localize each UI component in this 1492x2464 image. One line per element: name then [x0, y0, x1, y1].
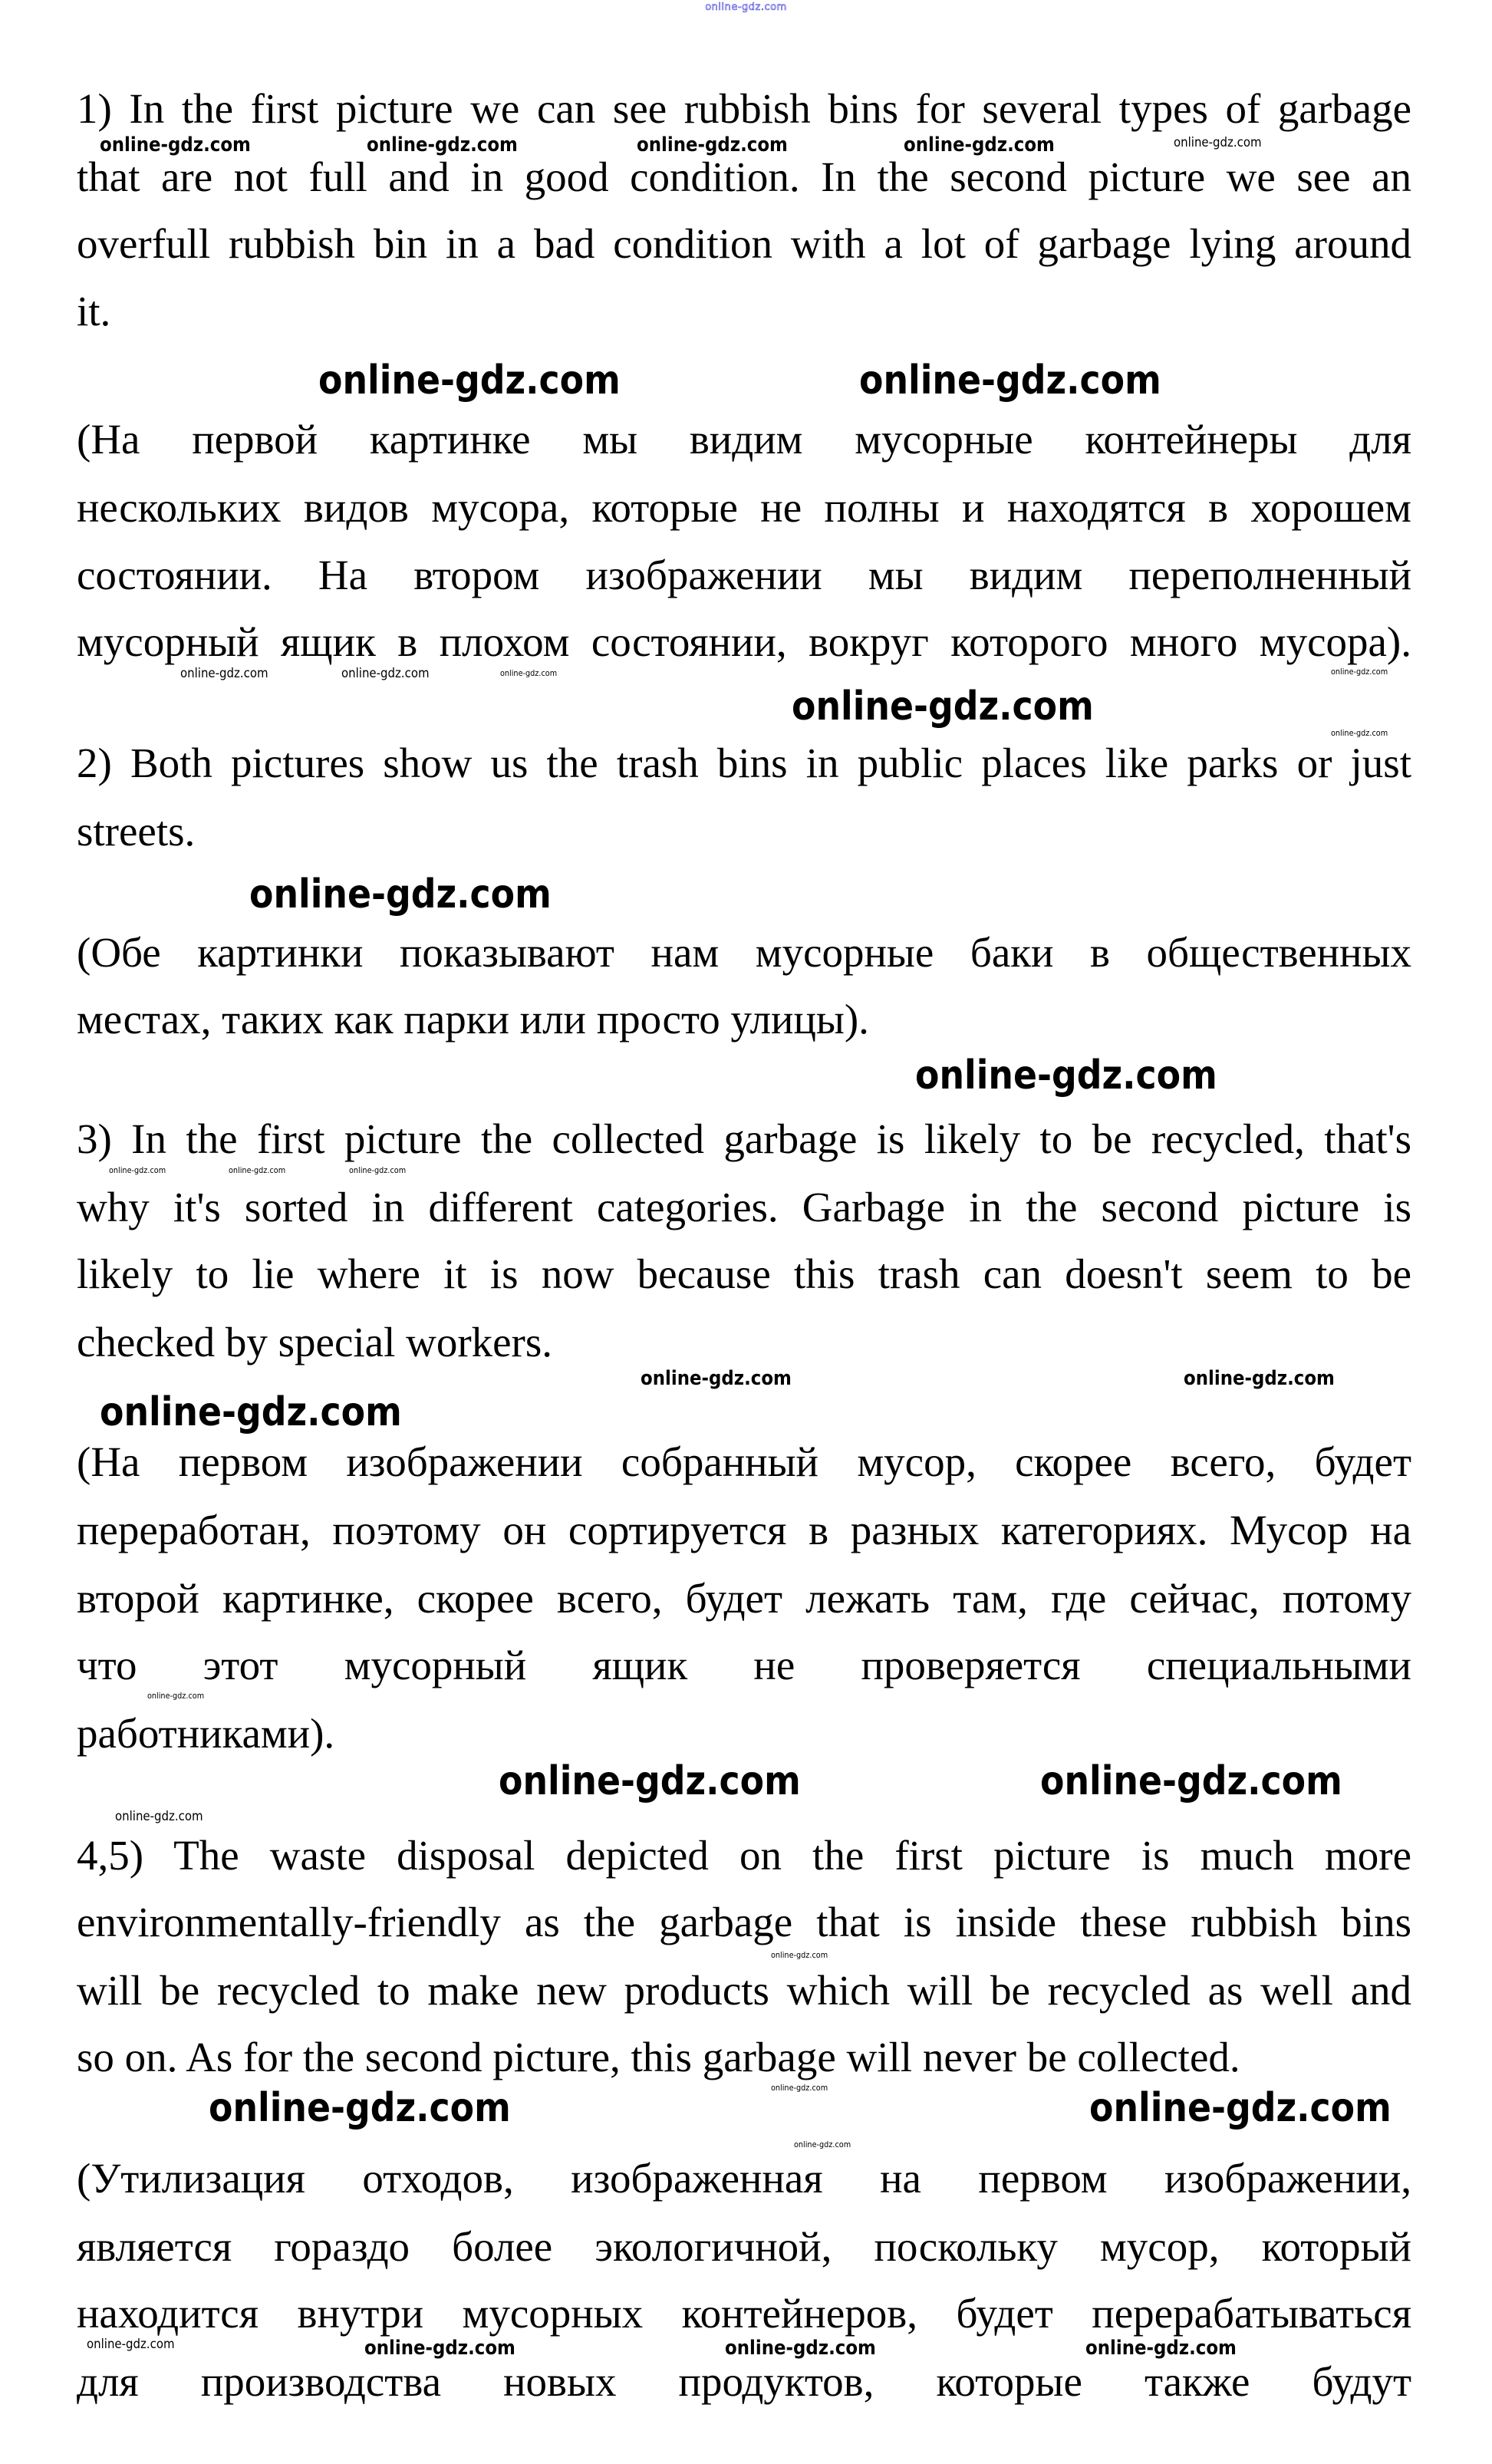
text-line: для производства новых продуктов, которые также будут — [77, 2358, 1411, 2405]
text-line: environmentally-friendly as the garbage that is inside these rubbish bins — [77, 1899, 1411, 1945]
watermark: online-gdz.com — [637, 133, 788, 156]
watermark: online-gdz.com — [915, 1052, 1217, 1099]
watermark: online-gdz.com — [771, 1950, 828, 1960]
watermark: online-gdz.com — [364, 2337, 515, 2360]
watermark: online-gdz.com — [1331, 728, 1388, 738]
watermark: online-gdz.com — [641, 1367, 792, 1390]
watermark: online-gdz.com — [349, 1165, 407, 1175]
watermark: online-gdz.com — [794, 2140, 851, 2149]
text-line: so on. As for the second picture, this garbage will never be collected. — [77, 2034, 1240, 2080]
watermark: online-gdz.com — [1174, 135, 1262, 150]
text-line: (На первом изображении собранный мусор, скорее всего, будет — [77, 1438, 1411, 1485]
watermark: online-gdz.com — [904, 133, 1055, 156]
text-line: 1) In the first picture we can see rubbish bins for several types of garbage — [77, 85, 1411, 132]
watermark: online-gdz.com — [725, 2337, 876, 2360]
text-line: that are not full and in good condition. In the second picture we see an — [77, 153, 1411, 200]
watermark: online-gdz.com — [792, 684, 1094, 730]
watermark: online-gdz.com — [115, 1809, 203, 1824]
watermark: online-gdz.com — [500, 668, 558, 678]
text-line: нескольких видов мусора, которые не полны и находятся в хорошем — [77, 484, 1411, 531]
watermark: online-gdz.com — [1184, 1367, 1335, 1390]
text-line: will be recycled to make new products which will be recycled as well and — [77, 1967, 1411, 2014]
text-line: второй картинке, скорее всего, будет лежать там, где сейчас, потому — [77, 1575, 1411, 1622]
text-line: (Утилизация отходов, изображенная на первом изображении, — [77, 2155, 1411, 2202]
watermark: online-gdz.com — [209, 2085, 511, 2131]
watermark: online-gdz.com — [109, 1165, 166, 1175]
watermark: online-gdz.com — [87, 2337, 175, 2352]
text-line: (Обе картинки показывают нам мусорные баки в общественных — [77, 929, 1411, 976]
watermark: online-gdz.com — [1331, 667, 1388, 677]
watermark: online-gdz.com — [1089, 2085, 1392, 2131]
text-line: it. — [77, 288, 111, 334]
text-line: работниками). — [77, 1710, 335, 1757]
text-line: 4,5) The waste disposal depicted on the first picture is much more — [77, 1832, 1411, 1879]
watermark: online-gdz.com — [771, 2083, 828, 2093]
text-line: why it's sorted in different categories. Garbage in the second picture is — [77, 1184, 1411, 1230]
text-line: находится внутри мусорных контейнеров, будет перерабатываться — [77, 2290, 1411, 2337]
text-line: streets. — [77, 808, 196, 855]
text-line: переработан, поэтому он сортируется в разных категориях. Мусор на — [77, 1507, 1411, 1553]
header-watermark: online-gdz.com — [705, 2, 787, 13]
watermark: online-gdz.com — [147, 1691, 205, 1701]
watermark: online-gdz.com — [367, 133, 518, 156]
watermark: online-gdz.com — [229, 1165, 286, 1175]
text-line: что этот мусорный ящик не проверяется специальными — [77, 1642, 1411, 1688]
text-line: likely to lie where it is now because this trash can doesn't seem to be — [77, 1250, 1411, 1297]
watermark: online-gdz.com — [100, 1389, 402, 1435]
text-line: checked by special workers. — [77, 1319, 553, 1365]
watermark: online-gdz.com — [180, 666, 268, 681]
watermark: online-gdz.com — [318, 357, 621, 404]
watermark: online-gdz.com — [1040, 1758, 1342, 1804]
text-line: overfull rubbish bin in a bad condition with a lot of garbage lying around — [77, 220, 1411, 267]
text-line: мусорный ящик в плохом состоянии, вокруг которого много мусора). — [77, 618, 1411, 665]
watermark: online-gdz.com — [1085, 2337, 1237, 2360]
text-line: 2) Both pictures show us the trash bins in public places like parks or just — [77, 740, 1411, 786]
text-line: местах, таких как парки или просто улицы). — [77, 996, 869, 1043]
watermark: online-gdz.com — [341, 666, 430, 681]
watermark: online-gdz.com — [859, 357, 1161, 404]
text-line: 3) In the first picture the collected garbage is likely to be recycled, that's — [77, 1115, 1411, 1162]
text-line: является гораздо более экологичной, поскольку мусор, который — [77, 2223, 1411, 2270]
watermark: online-gdz.com — [499, 1758, 801, 1804]
text-line: (На первой картинке мы видим мусорные контейнеры для — [77, 416, 1411, 463]
watermark: online-gdz.com — [249, 871, 552, 917]
watermark: online-gdz.com — [100, 133, 251, 156]
text-line: состоянии. На втором изображении мы видим переполненный — [77, 552, 1411, 598]
